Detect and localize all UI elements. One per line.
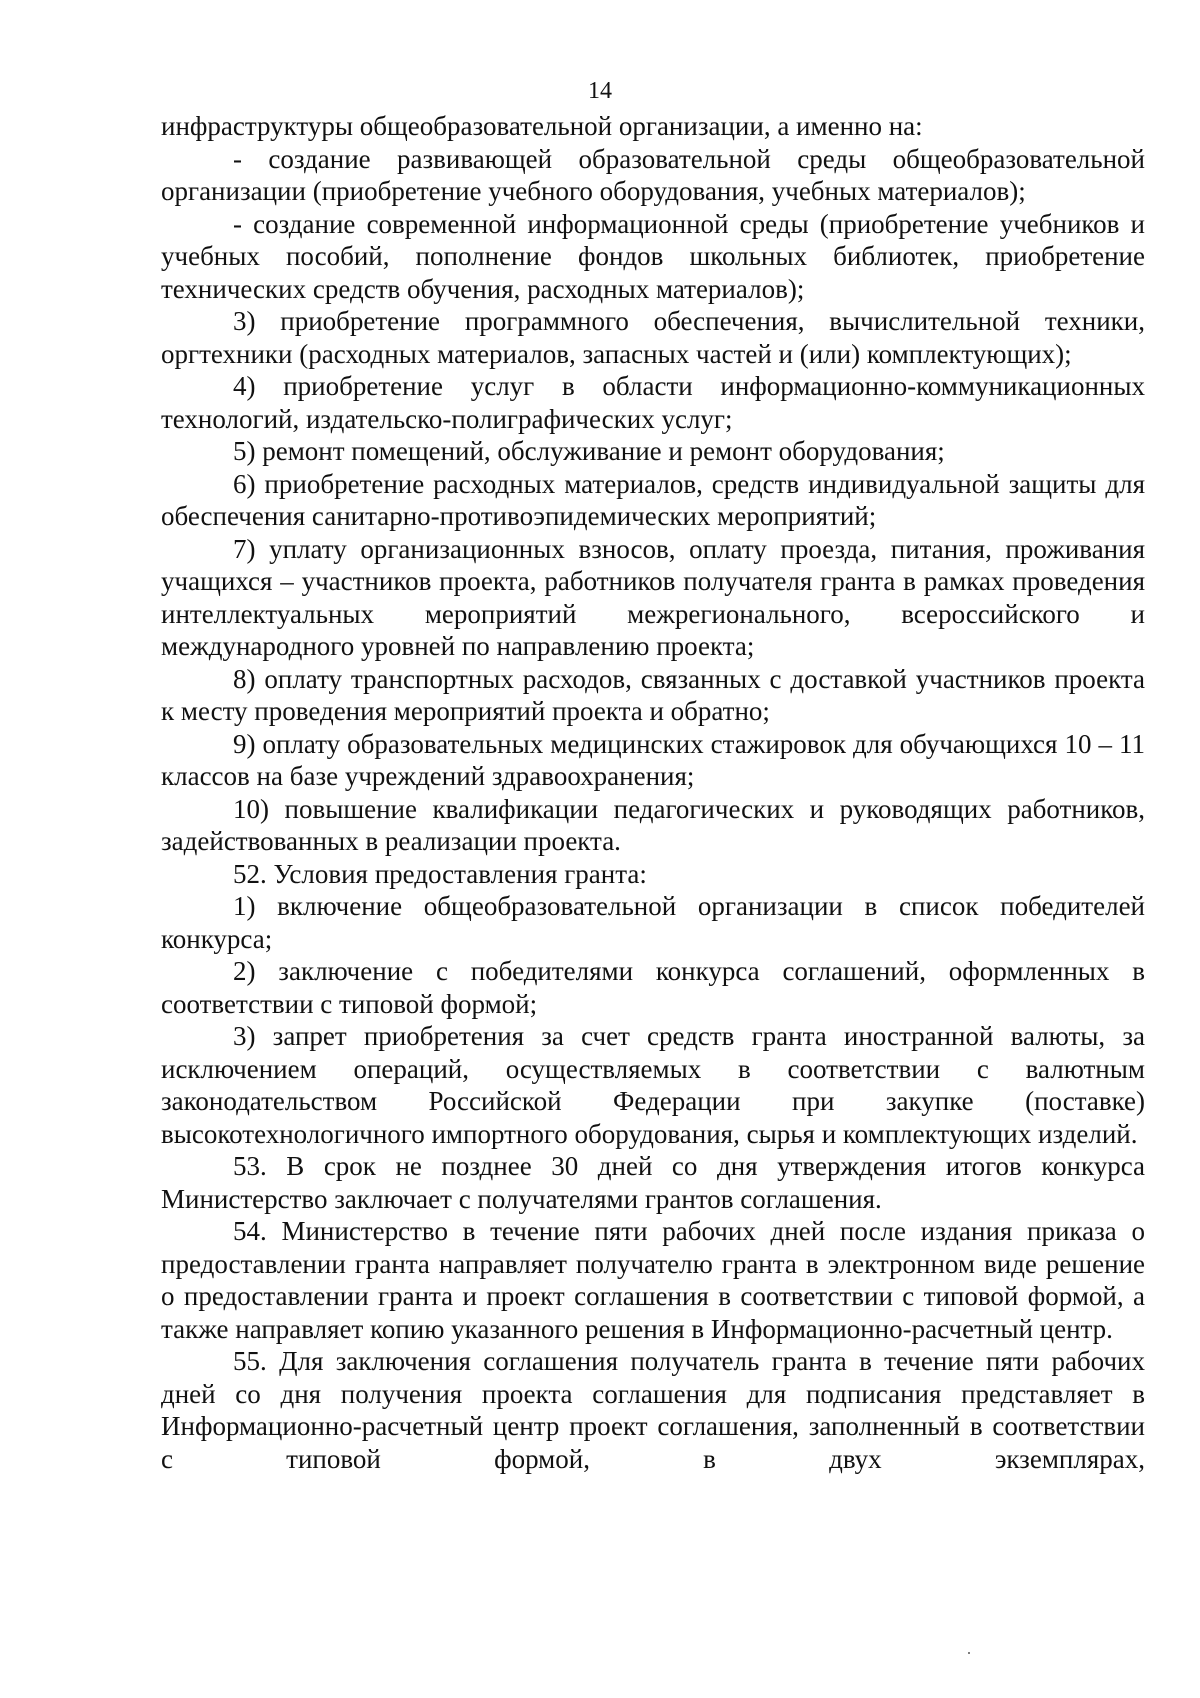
page-number: 14 (588, 78, 612, 104)
paragraph: 53. В срок не позднее 30 дней со дня утверждения итогов конкурса Министерство заключает с получателями грантов соглашения. (161, 1151, 1145, 1214)
paragraph: инфраструктуры общеобразовательной организации, а именно на: (161, 111, 923, 141)
paragraph: 8) оплату транспортных расходов, связанных с доставкой участников проекта к месту проведения мероприятий проекта и обратно; (161, 663, 1145, 726)
paragraph: 10) повышение квалификации педагогических и руководящих работников, задействованных в реализации проекта. (161, 793, 1145, 856)
document-body (161, 110, 1145, 1475)
paragraph: 9) оплату образовательных медицинских стажировок для обучающихся 10 – 11 классов на базе учреждений здравоохранения; (161, 728, 1145, 791)
paragraph: 2) заключение с победителями конкурса соглашений, оформленных в соответствии с типовой формой; (161, 956, 1145, 1019)
paragraph: 6) приобретение расходных материалов, средств индивидуальной защиты для обеспечения санитарно-противоэпидемических мероприятий; (161, 468, 1145, 531)
paragraph: 4) приобретение услуг в области информационно-коммуникационных технологий, издательско-полиграфических услуг; (161, 371, 1145, 434)
paragraph: 3) запрет приобретения за счет средств гранта иностранной валюты, за исключением операций, осуществляемых в соответствии с валютным законодательством Российской Федерации при закупке (поставке) высокотехнологичного импортного оборудования, сырья и комплектующих изделий. (161, 1021, 1145, 1149)
paragraph: 7) уплату организационных взносов, оплату проезда, питания, проживания учащихся – участников проекта, работников получателя гранта в рамках проведения интеллектуальных мероприятий межрегионального, всероссийского и международного уровней по направлению проекта; (161, 533, 1145, 661)
paragraph: 3) приобретение программного обеспечения, вычислительной техники, оргтехники (расходных материалов, запасных частей и (или) комплектующих); (161, 306, 1145, 369)
paragraph: 54. Министерство в течение пяти рабочих дней после издания приказа о предоставлении гранта направляет получателю гранта в электронном виде решение о предоставлении гранта и проект соглашения в соответствии с типовой формой, а также направляет копию указанного решения в Информационно-расчетный центр. (161, 1216, 1145, 1344)
paragraph: - создание современной информационной среды (приобретение учебников и учебных пособий, пополнение фондов школьных библиотек, приобретение технических средств обучения, расходных материалов); (161, 208, 1145, 304)
scan-speck (968, 1652, 970, 1654)
paragraph: - создание развивающей образовательной среды общеобразовательной организации (приобретение учебного оборудования, учебных материалов); (161, 143, 1145, 206)
paragraph: 5) ремонт помещений, обслуживание и ремонт оборудования; (233, 436, 945, 466)
paragraph: 55. Для заключения соглашения получатель гранта в течение пяти рабочих дней со дня получения проекта соглашения для подписания представляет в Информационно-расчетный центр проект соглашения, заполненный в соответствии с типовой формой, в двух экземплярах, (161, 1346, 1145, 1474)
paragraph: 1) включение общеобразовательной организации в список победителей конкурса; (161, 891, 1145, 954)
paragraph: 52. Условия предоставления гранта: (233, 858, 647, 889)
